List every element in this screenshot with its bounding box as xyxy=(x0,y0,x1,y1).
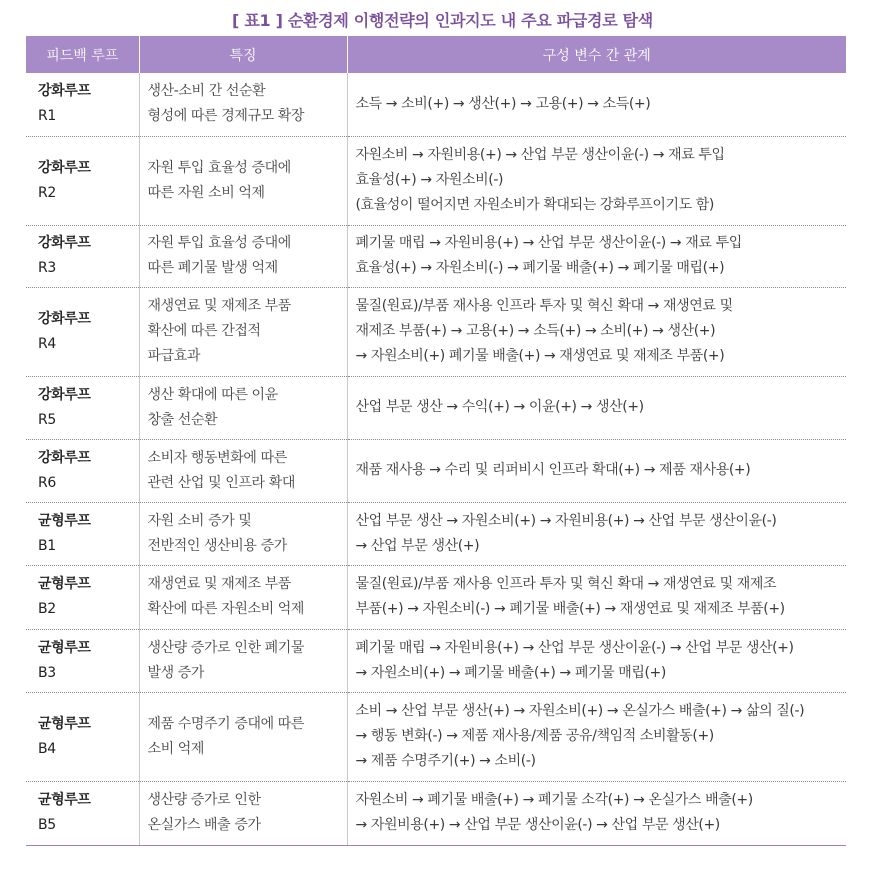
feature-cell xyxy=(139,136,347,225)
relation-line: 산업 부문 생산 → 수익(+) → 이윤(+) → 생산(+) xyxy=(355,399,644,415)
loop-type: 강화루프 xyxy=(38,449,91,466)
feature-cell xyxy=(139,629,347,692)
loop-code: R2 xyxy=(38,184,56,201)
relation-line: → 제품 수명주기(+) → 소비(-) xyxy=(355,753,536,769)
loop-type: 강화루프 xyxy=(38,83,91,100)
header-feature: 특징 xyxy=(139,36,347,73)
header-relation: 구성 변수 간 관계 xyxy=(347,36,846,73)
feature-cell xyxy=(139,287,347,376)
relation-line: 자원소비 → 자원비용(+) → 산업 부문 생산이윤(-) → 재료 투입 xyxy=(355,147,725,163)
relation-line: 물질(원료)/부품 재사용 인프라 투자 및 혁신 확대 → 재생연료 및 xyxy=(355,298,733,314)
loop-type: 강화루프 xyxy=(38,235,91,251)
loop-cell xyxy=(26,287,139,376)
loop-code: B3 xyxy=(38,664,56,681)
relation-cell xyxy=(347,565,846,629)
relation-cell xyxy=(347,136,846,225)
loop-code: B2 xyxy=(38,601,56,617)
relation-cell xyxy=(347,287,846,376)
loop-type: 강화루프 xyxy=(38,386,91,403)
feature-cell xyxy=(139,439,347,502)
loop-code: R6 xyxy=(38,474,56,491)
loop-code: R4 xyxy=(38,335,56,352)
feature-line: 확산에 따른 간접적 xyxy=(147,323,261,339)
relation-cell xyxy=(347,502,846,565)
feature-line: 생산-소비 간 선순환 xyxy=(147,83,266,100)
loop-type: 균형루프 xyxy=(38,512,91,529)
loop-code: R3 xyxy=(38,260,56,276)
table-row xyxy=(26,565,846,629)
table-row xyxy=(26,629,846,692)
loop-type: 강화루프 xyxy=(38,310,91,327)
loop-cell xyxy=(26,439,139,502)
relation-line: (효율성이 떨어지면 자원소비가 확대되는 강화루프이기도 함) xyxy=(355,197,714,213)
table-row xyxy=(26,73,846,136)
table-row xyxy=(26,781,846,845)
loop-cell xyxy=(26,781,139,845)
relation-line: → 자원비용(+) → 산업 부문 생산이윤(-) → 산업 부문 생산(+) xyxy=(355,817,720,833)
table-row xyxy=(26,287,846,376)
relation-line: 폐기물 매립 → 자원비용(+) → 산업 부문 생산이윤(-) → 재료 투입 xyxy=(355,235,742,251)
relation-line: → 행동 변화(-) → 제품 재사용/제품 공유/책임적 소비활동(+) xyxy=(355,728,714,744)
feature-cell xyxy=(139,781,347,845)
feedback-loop-table xyxy=(26,36,846,846)
table-header-row xyxy=(26,36,846,73)
feature-line: 관련 산업 및 인프라 확대 xyxy=(147,474,295,491)
relation-line: 소비 → 산업 부문 생산(+) → 자원소비(+) → 온실가스 배출(+) → 삶의 질(-) xyxy=(355,703,805,719)
feature-cell xyxy=(139,225,347,287)
feature-line: 자원 투입 효율성 증대에 xyxy=(147,159,291,176)
feature-line: 생산 확대에 따른 이윤 xyxy=(147,386,278,403)
feature-line: 제품 수명주기 증대에 따른 xyxy=(147,715,305,732)
loop-type: 균형루프 xyxy=(38,792,91,808)
feature-line: 따른 자원 소비 억제 xyxy=(147,184,265,201)
loop-type: 균형루프 xyxy=(38,576,91,592)
relation-line: 폐기물 매립 → 자원비용(+) → 산업 부문 생산이윤(-) → 산업 부문 생산(+) xyxy=(355,639,794,656)
relation-line: → 자원소비(+) 폐기물 배출(+) → 재생연료 및 재제조 부품(+) xyxy=(355,348,725,364)
loop-cell xyxy=(26,629,139,692)
relation-line: 자원소비 → 폐기물 배출(+) → 폐기물 소각(+) → 온실가스 배출(+) xyxy=(355,792,753,808)
relation-line: 산업 부문 생산 → 자원소비(+) → 자원비용(+) → 산업 부문 생산이윤(-) xyxy=(355,512,777,529)
feature-cell xyxy=(139,692,347,781)
loop-code: B5 xyxy=(38,817,56,833)
feature-line: 형성에 따른 경제규모 확장 xyxy=(147,108,305,125)
loop-code: B1 xyxy=(38,537,56,554)
feature-cell xyxy=(139,73,347,136)
table-title: [ 표1 ] 순환경제 이행전략의 인과지도 내 주요 파급경로 탐색 xyxy=(232,11,653,30)
table-body xyxy=(26,73,846,845)
loop-cell xyxy=(26,502,139,565)
relation-line: → 자원소비(+) → 폐기물 배출(+) → 폐기물 매립(+) xyxy=(355,664,666,681)
loop-cell xyxy=(26,565,139,629)
feature-line: 전반적인 생산비용 증가 xyxy=(147,537,287,554)
feature-line: 따른 폐기물 발생 억제 xyxy=(147,260,278,276)
feature-line: 소비자 행동변화에 따른 xyxy=(147,449,287,466)
feature-line: 생산량 증가로 인한 폐기물 xyxy=(147,639,305,656)
relation-line: → 산업 부문 생산(+) xyxy=(355,537,480,554)
relation-cell xyxy=(347,225,846,287)
relation-cell xyxy=(347,692,846,781)
loop-cell xyxy=(26,73,139,136)
feature-cell xyxy=(139,565,347,629)
feature-line: 확산에 따른 자원소비 억제 xyxy=(147,601,305,617)
relation-line: 물질(원료)/부품 재사용 인프라 투자 및 혁신 확대 → 재생연료 및 재제조 xyxy=(355,576,777,592)
feature-line: 생산량 증가로 인한 xyxy=(147,792,261,808)
loop-code: B4 xyxy=(38,740,56,757)
feature-line: 재생연료 및 재제조 부품 xyxy=(147,576,291,592)
relation-cell xyxy=(347,73,846,136)
table-row xyxy=(26,225,846,287)
relation-line: 재품 재사용 → 수리 및 리퍼비시 인프라 확대(+) → 제품 재사용(+) xyxy=(355,462,751,478)
feature-line: 온실가스 배출 증가 xyxy=(147,817,261,833)
feature-line: 자원 소비 증가 및 xyxy=(147,512,252,529)
relation-line: 부품(+) → 자원소비(-) → 폐기물 배출(+) → 재생연료 및 재제조 부품(+) xyxy=(355,601,785,617)
relation-cell xyxy=(347,439,846,502)
feature-line: 자원 투입 효율성 증대에 xyxy=(147,235,291,251)
feature-line: 파급효과 xyxy=(147,348,200,364)
relation-cell xyxy=(347,629,846,692)
relation-line: 소득 → 소비(+) → 생산(+) → 고용(+) → 소득(+) xyxy=(355,95,651,112)
loop-type: 강화루프 xyxy=(38,159,91,176)
table-row xyxy=(26,376,846,439)
relation-cell xyxy=(347,376,846,439)
feature-line: 소비 억제 xyxy=(147,740,205,757)
loop-cell xyxy=(26,692,139,781)
relation-cell xyxy=(347,781,846,845)
feature-cell xyxy=(139,376,347,439)
table-row xyxy=(26,439,846,502)
loop-type: 균형루프 xyxy=(38,639,91,656)
table-row xyxy=(26,136,846,225)
feature-line: 재생연료 및 재제조 부품 xyxy=(147,298,291,314)
table-row xyxy=(26,692,846,781)
relation-line: 효율성(+) → 자원소비(-) → 폐기물 배출(+) → 폐기물 매립(+) xyxy=(355,260,725,276)
relation-line: 효율성(+) → 자원소비(-) xyxy=(355,172,504,188)
loop-code: R1 xyxy=(38,108,56,125)
feature-line: 발생 증가 xyxy=(147,664,205,681)
table-row xyxy=(26,502,846,565)
loop-cell xyxy=(26,376,139,439)
feature-line: 창출 선순환 xyxy=(147,411,218,428)
loop-type: 균형루프 xyxy=(38,715,91,732)
loop-cell xyxy=(26,136,139,225)
header-loop: 피드백 루프 xyxy=(26,36,139,73)
relation-line: 재제조 부품(+) → 고용(+) → 소득(+) → 소비(+) → 생산(+) xyxy=(355,323,716,339)
loop-cell xyxy=(26,225,139,287)
feature-cell xyxy=(139,502,347,565)
loop-code: R5 xyxy=(38,411,56,428)
